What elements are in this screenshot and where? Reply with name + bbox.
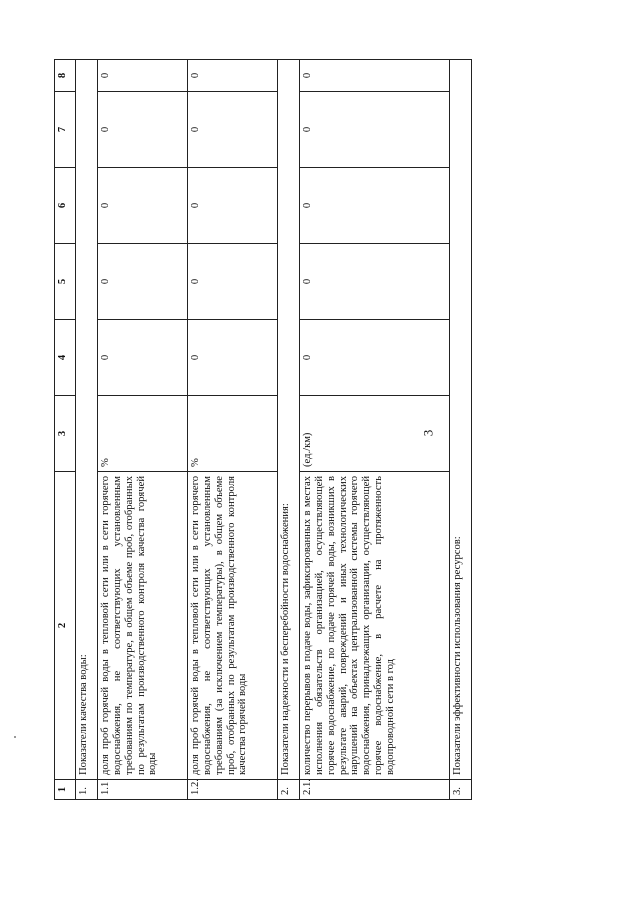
row-code: 1.1 — [98, 780, 188, 800]
header-col-6: 6 — [55, 168, 76, 244]
section-title: Показатели качества воды: — [76, 60, 98, 780]
indicators-table-rotated — [54, 60, 463, 800]
header-col-8: 8 — [55, 60, 76, 92]
page-number: 3 — [420, 429, 436, 437]
row-description: количество перерывов в подаче воды, зафиксированных в местах исполнения обязательств организацией, осуществляющей горячее водоснабжение, по подаче горячей воды, возникших в результате аварий, повреждений и иных технологических нарушений на объектах централизованной системы горячего водоснабжения, принадлежащих организации, осуществляющей горячее водоснабжение, в расчете на протяженность водопроводной сети в год — [300, 472, 450, 780]
row-value: 0 — [188, 320, 278, 396]
section-row — [76, 60, 98, 800]
header-col-2: 2 — [55, 472, 76, 780]
section-code: 2. — [278, 780, 300, 800]
row-value: 0 — [188, 244, 278, 320]
section-row — [450, 60, 472, 800]
section-title: Показатели эффективности использования ресурсов: — [450, 60, 472, 780]
row-code: 2.1. — [300, 780, 450, 800]
row-description: доля проб горячей воды в тепловой сети или в сети горячего водоснабжения, не соответствующих установленным требованиям (за исключением температуры), в общем объеме проб, отобранных по результатам производственного контроля качества горячей воды — [188, 472, 278, 780]
header-col-3: 3 — [55, 396, 76, 472]
section-code: 1. — [76, 780, 98, 800]
row-value: 0 — [98, 92, 188, 168]
row-unit: % — [98, 396, 188, 472]
row-value: 0 — [300, 244, 450, 320]
row-value: 0 — [300, 168, 450, 244]
table-row — [98, 60, 188, 800]
row-value: 0 — [98, 244, 188, 320]
row-code: 1.2. — [188, 780, 278, 800]
header-col-7: 7 — [55, 92, 76, 168]
header-row — [55, 60, 76, 800]
row-value: 0 — [188, 168, 278, 244]
row-description: доля проб горячей воды в тепловой сети или в сети горячего водоснабжения, не соответствующих установленным требованиям по температуре, в общем объеме проб, отобранных по результатам производственного контроля качества горячей воды — [98, 472, 188, 780]
indicators-table — [54, 59, 472, 800]
row-value: 0 — [98, 168, 188, 244]
section-code: 3. — [450, 780, 472, 800]
row-value: 0 — [300, 320, 450, 396]
header-col-1: 1 — [55, 780, 76, 800]
row-unit: (ед./км) — [300, 396, 450, 472]
row-value: 0 — [98, 320, 188, 396]
table-row — [188, 60, 278, 800]
row-value: 0 — [188, 92, 278, 168]
section-row — [278, 60, 300, 800]
section-title: Показатели надежности и бесперебойности водоснабжения: — [278, 60, 300, 780]
row-value: 0 — [98, 60, 188, 92]
row-value: 0 — [188, 60, 278, 92]
table-row — [300, 60, 450, 800]
row-value: 0 — [300, 92, 450, 168]
row-value: 0 — [300, 60, 450, 92]
header-col-4: 4 — [55, 320, 76, 396]
indicators-table-frame — [54, 60, 463, 805]
header-col-5: 5 — [55, 244, 76, 320]
row-unit: % — [188, 396, 278, 472]
scan-artifact — [14, 736, 16, 738]
